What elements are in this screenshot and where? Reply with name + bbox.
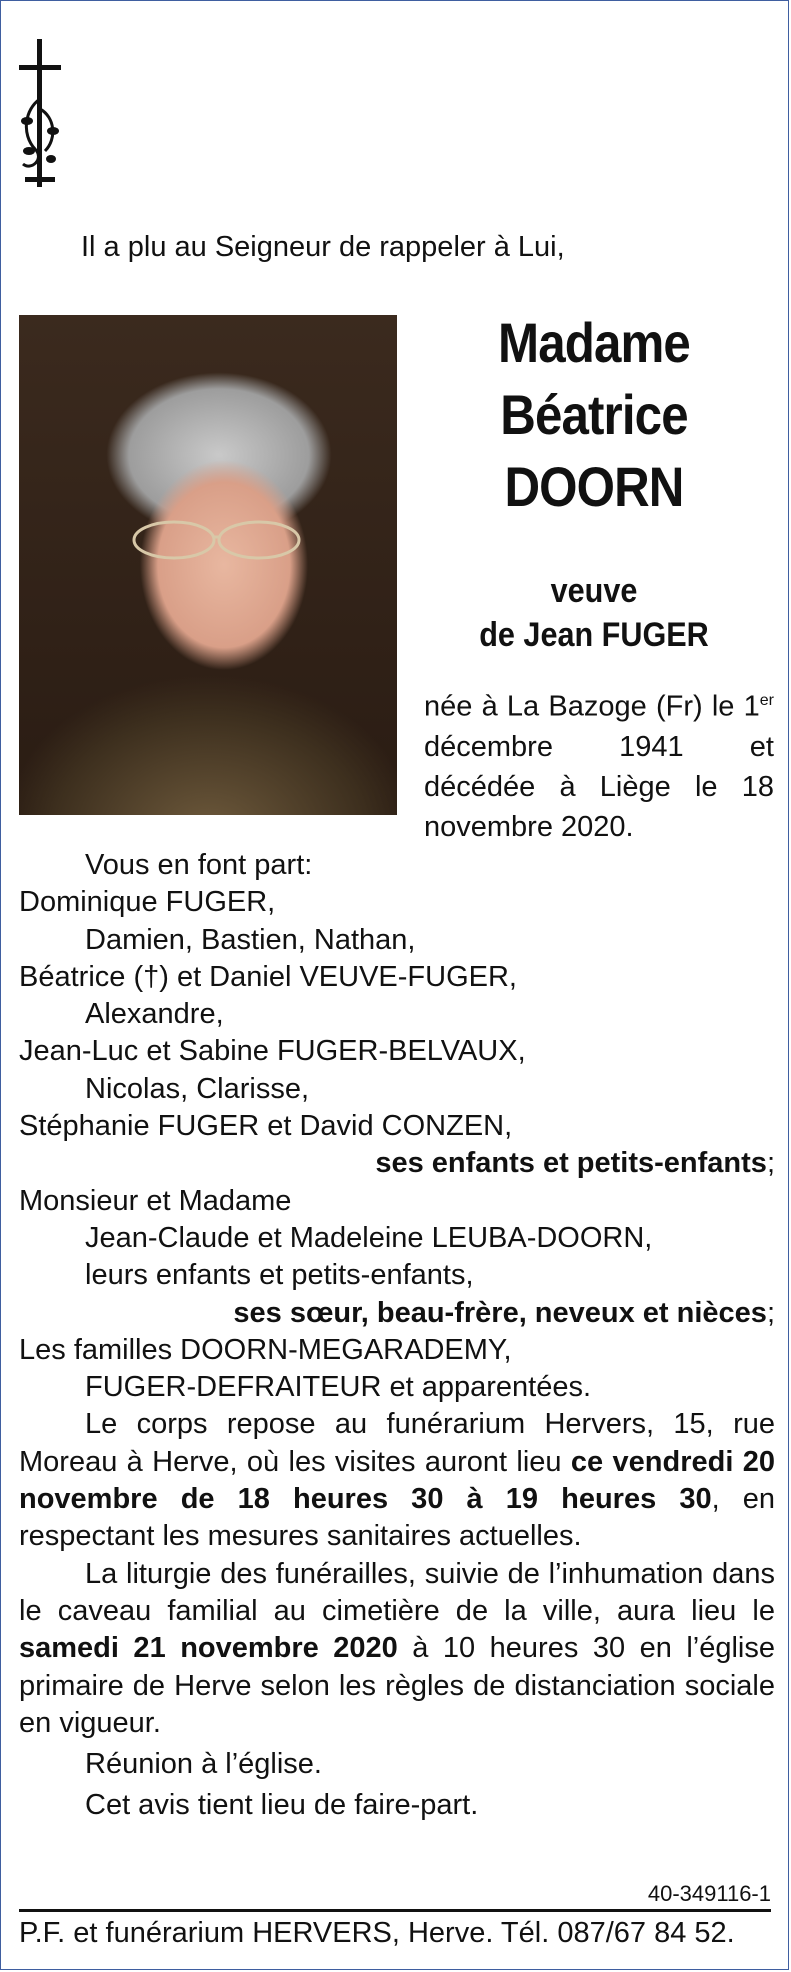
relation-children: ses enfants et petits-enfants (375, 1147, 767, 1180)
widow-of (442, 569, 746, 657)
family-line: Jean-Claude et Madeleine LEUBA-DOORN, (85, 1221, 653, 1254)
birth-death-info (424, 681, 774, 847)
reference-number: 40-349116-1 (647, 1881, 771, 1906)
name-first: Béatrice (500, 383, 688, 446)
funeral-text-a: La liturgie des funérailles, suivie de l’inhumation dans le caveau familial au cimetière de la ville, aura lieu le (19, 1557, 775, 1627)
widow-line1: veuve (550, 572, 638, 610)
family-line: leurs enfants et petits-enfants, (85, 1259, 474, 1292)
visitation-text-c: , en respectant les mesures sanitaires actuelles. (19, 1483, 775, 1553)
cross-icon (17, 39, 63, 187)
bio-part1: née à La Bazoge (Fr) le 1 (424, 690, 760, 723)
family-line: Dominique FUGER, (19, 886, 276, 919)
portrait-photo (19, 315, 397, 815)
bio-sup: er (759, 692, 774, 709)
notice-body (19, 847, 775, 1825)
visitation-text-a: Le corps repose au funérarium Hervers, 15, rue Moreau à Herve, où les visites auront lieu (19, 1408, 775, 1478)
funeral-paragraph (19, 1556, 775, 1742)
bio-part2: décembre 1941 et décédée à Liège le 18 novembre 2020. (424, 730, 774, 843)
family-relation: ses enfants et petits-enfants; (375, 1147, 775, 1180)
family-line: Monsieur et Madame (19, 1184, 292, 1217)
divider (19, 1909, 771, 1912)
family-line: FUGER-DEFRAITEUR et apparentées. (85, 1371, 592, 1404)
name-title: Madame (498, 311, 690, 374)
family-line: Les familles DOORN-MEGARADEMY, (19, 1333, 512, 1366)
relation-siblings: ses sœur, beau-frère, neveux et nièces (233, 1296, 767, 1329)
name-last: DOORN (504, 455, 684, 518)
family-line: Nicolas, Clarisse, (85, 1072, 309, 1105)
announce-line: Vous en font part: (85, 849, 313, 881)
reunion-line: Réunion à l’église. (85, 1748, 322, 1781)
family-line: Jean-Luc et Sabine FUGER-BELVAUX, (19, 1035, 526, 1068)
family-relation: ses sœur, beau-frère, neveux et nièces; (233, 1296, 775, 1329)
visitation-paragraph (19, 1406, 775, 1555)
glasses-icon (119, 515, 319, 565)
funeral-home-footer: P.F. et funérarium HERVERS, Herve. Tél. 087/67 84 52. (19, 1917, 735, 1949)
avis-line: Cet avis tient lieu de faire-part. (85, 1789, 479, 1822)
visitation-time: ce vendredi 20 novembre de 18 heures 30 à 19 heures 30 (19, 1445, 775, 1516)
deceased-name (425, 307, 763, 523)
widow-line2: de Jean FUGER (479, 616, 709, 654)
intro-text: Il a plu au Seigneur de rappeler à Lui, (81, 231, 565, 263)
funeral-date: samedi 21 novembre 2020 (19, 1632, 398, 1665)
family-line: Stéphanie FUGER et David CONZEN, (19, 1110, 513, 1143)
funeral-text-c: à 10 heures 30 en l’église primaire de Herve selon les règles de distanciation sociale en vigueur. (19, 1632, 775, 1739)
family-line: Béatrice (†) et Daniel VEUVE-FUGER, (19, 960, 517, 993)
family-line: Alexandre, (85, 998, 224, 1031)
family-line: Damien, Bastien, Nathan, (85, 923, 416, 956)
